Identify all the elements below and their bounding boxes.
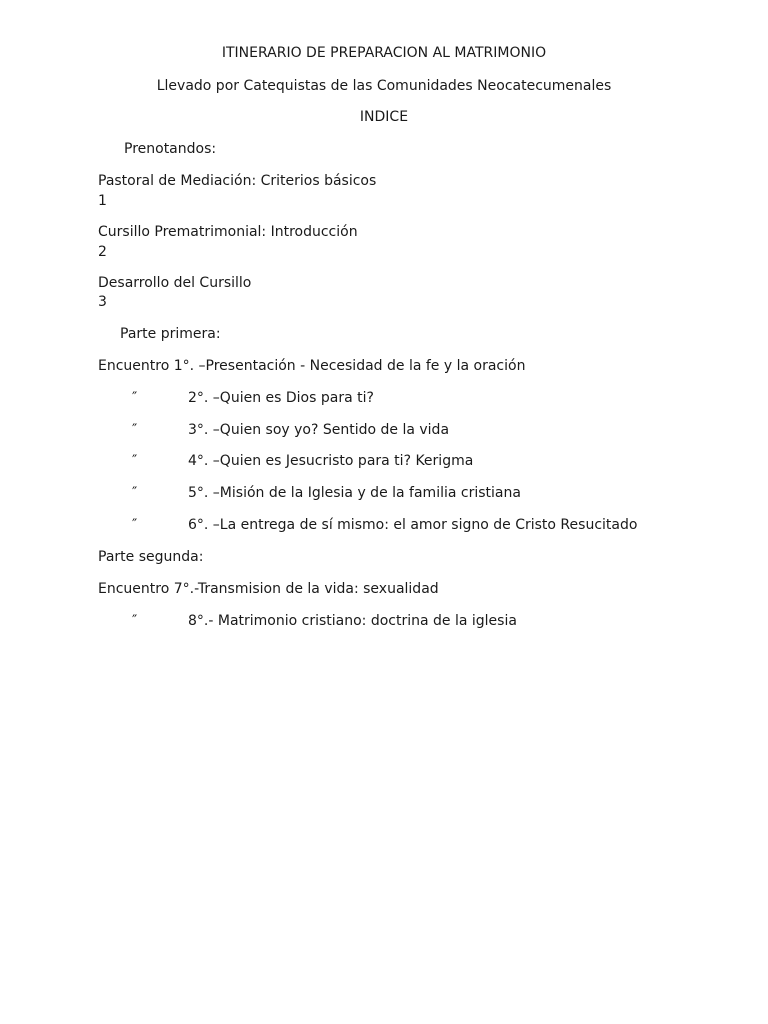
toc-item-page: 1: [98, 193, 107, 209]
encuentro-entry: Encuentro 7°.-Transmision de la vida: sexualidad: [98, 581, 439, 597]
encuentro-entry-text: 2°. –Quien es Dios para ti?: [188, 390, 374, 406]
parte-segunda-heading: Parte segunda:: [98, 549, 204, 565]
encuentro-entry-text: 4°. –Quien es Jesucristo para ti? Kerigma: [188, 453, 474, 469]
encuentro-entry-text: 6°. –La entrega de sí mismo: el amor signo de Cristo Resucitado: [188, 517, 638, 533]
ditto-mark: ″: [132, 422, 138, 438]
document-title: ITINERARIO DE PREPARACION AL MATRIMONIO: [221, 45, 547, 61]
toc-item-title: Pastoral de Mediación: Criterios básicos: [98, 173, 377, 189]
ditto-mark: ″: [132, 453, 138, 469]
encuentro-entry-text: 3°. –Quien soy yo? Sentido de la vida: [188, 422, 450, 438]
parte-primera-heading: Parte primera:: [120, 326, 221, 342]
toc-item-page: 3: [98, 294, 107, 310]
toc-item-title: Cursillo Prematrimonial: Introducción: [98, 224, 358, 240]
ditto-mark: ″: [132, 613, 138, 629]
toc-item-page: 2: [98, 244, 107, 260]
encuentro-entry-text: 5°. –Misión de la Iglesia y de la familia cristiana: [188, 485, 521, 501]
ditto-mark: ″: [132, 517, 138, 533]
toc-item-title: Desarrollo del Cursillo: [98, 275, 252, 291]
ditto-mark: ″: [132, 390, 138, 406]
document-subtitle: Llevado por Catequistas de las Comunidades Neocatecumenales: [156, 78, 612, 94]
encuentro-entry: Encuentro 1°. –Presentación - Necesidad de la fe y la oración: [98, 358, 526, 374]
prenotandos-heading: Prenotandos:: [124, 141, 217, 157]
index-heading: INDICE: [359, 109, 409, 125]
encuentro-entry-text: 8°.- Matrimonio cristiano: doctrina de la iglesia: [188, 613, 517, 629]
ditto-mark: ″: [132, 485, 138, 501]
